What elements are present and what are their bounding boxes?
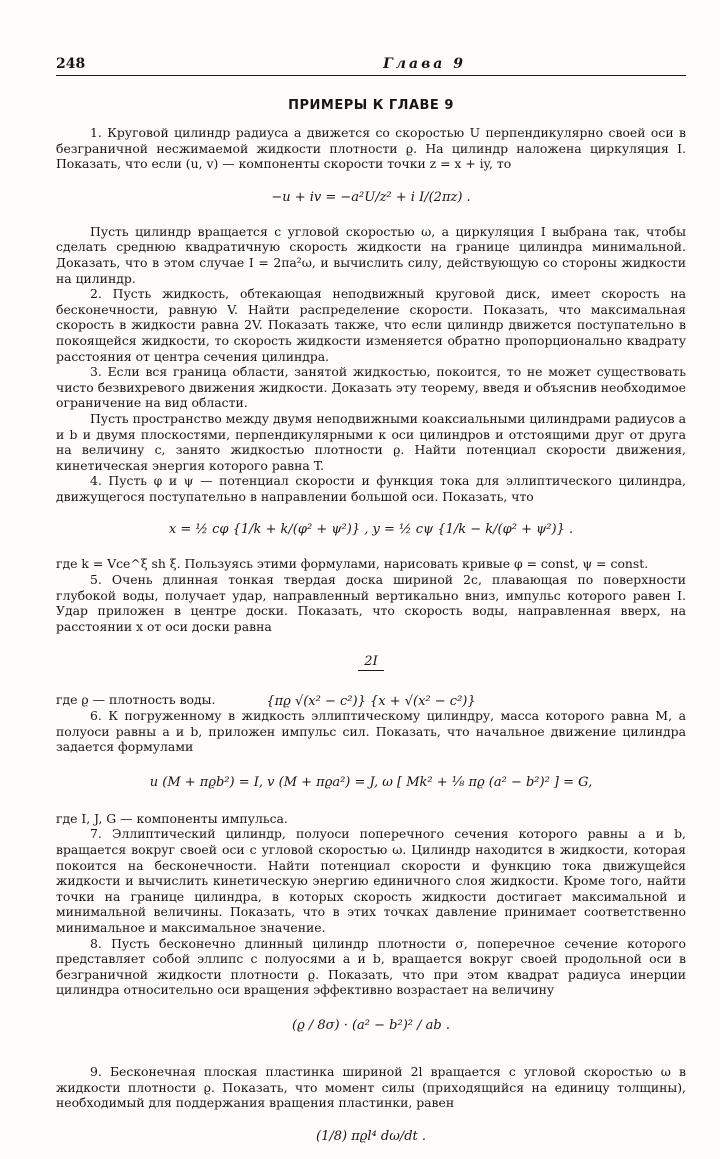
problem-4-text: 4. Пусть φ и ψ — потенциал скорости и функция тока для эллиптического цилиндра, движущегося поступательно в направлении большой оси. Показать, что — [56, 473, 686, 504]
formula-2: x = ½ cφ {1/k + k/(φ² + ψ²)} , y = ½ cψ {1/k − k/(φ² + ψ²)} . — [168, 522, 574, 538]
problem-4-continuation: где k = Vce^ξ sh ξ. Пользуясь этими формулами, нарисовать кривые φ = const, ψ = const. — [56, 556, 649, 572]
problem-3-continuation: Пусть пространство между двумя неподвижными коаксиальными цилиндрами радиусов a и b и двумя плоскостями, перпендикулярными к оси цилиндров и отстоящими друг от друга на величину c, занято жидкостью плотности ϱ. Найти потенциал скорости движения, кинетическая энергия которого равна T. — [56, 410, 686, 473]
formula-1: −u + iv = −a²U/z² + i I/(2πz) . — [271, 189, 471, 205]
problem-7-text: 7. Эллиптический цилиндр, полуоси поперечного сечения которого равны a и b, вращается вокруг своей оси с угловой скоростью ω. Цилиндр находится в жидкости, которая покоится на бесконечности. Найти потенциал скорости и функцию тока движущейся жидкости и вычислить кинетическую энергию единичного слоя жидкости. Кроме того, найти точки на границе цилиндра, в которых скорость жидкости достигает максимальной и минимальной величины. Показать, что в этих точках давление принимает соответственно минимальное и максимальное значение. — [56, 826, 686, 935]
problem-6-continuation: где I, J, G — компоненты импульса. — [56, 810, 288, 826]
page-header — [56, 56, 686, 76]
problem-6-text: 6. К погруженному в жидкость эллиптическому цилиндру, масса которого равна M, а полуоси равны a и b, приложен импульс сил. Показать, что начальное движение цилиндра задается формулами — [56, 708, 686, 755]
problem-5-text: 5. Очень длинная тонкая твердая доска шириной 2c, плавающая по поверхности глубокой воды, получает удар, направленный вертикально вниз, импульс которого равен I. Удар приложен в центре доски. Показать, что скорость воды, направленная вверх, на расстоянии x от оси доски равна — [56, 572, 686, 634]
book-page — [56, 56, 686, 1159]
running-title: Глава 9 — [383, 56, 466, 72]
problem-9-text: 9. Бесконечная плоская пластинка шириной 2l вращается с угловой скоростью ω в жидкости плотности ϱ. Показать, что момент силы (приходящийся на единицу толщины), необходимый для поддержания вращения пластинки, равен — [56, 1063, 686, 1111]
formula-3-denominator: {πϱ √(x² − c²)} {x + √(x² − c²)} — [266, 694, 476, 710]
problem-3-text: 3. Если вся граница области, занятой жидкостью, покоится, то не может существовать чисто безвихревого движения жидкости. Доказать эту теорему, введя и объяснив необходимое ограничение на вид области. — [56, 364, 686, 411]
formula-6: (1/8) πϱl⁴ dω/dt . — [316, 1128, 426, 1144]
section-title: ПРИМЕРЫ К ГЛАВЕ 9 — [288, 98, 454, 113]
problem-2-text: 2. Пусть жидкость, обтекающая неподвижный круговой диск, имеет скорость на бесконечности, равную V. Найти распределение скорости. Показать, что максимальная скорость в жидкости равна 2V. Показать также, что если цилиндр движется поступательно в покоящейся жидкости, то скорость жидкости изменяется обратно пропорционально квадрату расстояния от центра сечения цилиндра. — [56, 286, 686, 364]
formula-3-numerator: 2I — [358, 654, 383, 671]
problem-8-text: 8. Пусть бесконечно длинный цилиндр плотности σ, поперечное сечение которого представляет собой эллипс с полуосями a и b, вращается вокруг своей продольной оси в безграничной жидкости плотности ϱ. Показать, что при этом квадрат радиуса инерции цилиндра относительно оси вращения эффективно возрастает на величину — [56, 935, 686, 998]
problem-5-continuation: где ϱ — плотность воды. — [56, 692, 216, 708]
problem-1-text: 1. Круговой цилиндр радиуса a движется со скоростью U перпендикулярно своей оси в безграничной несжимаемой жидкости плотности ϱ. На цилиндр наложена циркуляция I. Показать, что если (u, v) — компоненты скорости точки z = x + iy, то — [56, 125, 686, 172]
formula-5: (ϱ / 8σ) · (a² − b²)² / ab . — [292, 1017, 450, 1033]
formula-4: u (M + πϱb²) = I, v (M + πϱa²) = J, ω [ Mk² + ⅛ πϱ (a² − b²)² ] = G, — [149, 774, 593, 790]
page-number: 248 — [56, 56, 86, 72]
problem-1-continuation: Пусть цилиндр вращается с угловой скоростью ω, а циркуляция I выбрана так, чтобы сделать среднюю квадратичную скорость жидкости на границе цилиндра минимальной. Доказать, что в этом случае I = 2πa²ω, и вычислить силу, действующую со стороны жидкости на цилиндр. — [56, 223, 686, 286]
